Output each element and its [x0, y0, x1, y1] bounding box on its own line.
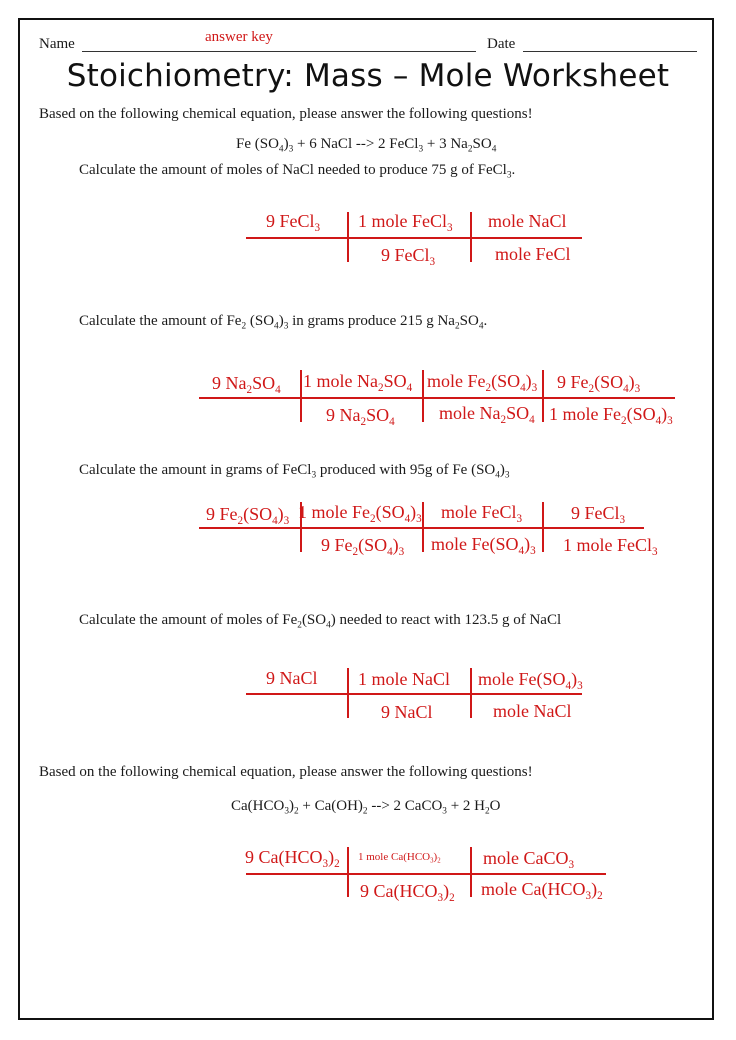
date-field-line: [523, 51, 697, 52]
name-field-line: [82, 51, 476, 52]
s2-top-cell: 1 mole $Ca(HCO_3)_2$: [358, 851, 441, 865]
s2-top-cell: 9 $Ca(HCO_3)_2$: [245, 847, 340, 870]
q4-divider-line: [246, 693, 582, 695]
q4-bottom-cell: 9 NaCl: [381, 702, 433, 722]
s2-divider-line: [246, 873, 606, 875]
q3-top-cell: 9 FeCl$_3$: [571, 503, 626, 526]
q3-column-line: [422, 502, 424, 552]
question-2: Calculate the amount of $Fe_2$ $(SO_4)_3$ in grams produce 215 g $Na_2SO_4$.: [79, 313, 488, 332]
q2-column-line: [300, 370, 302, 422]
q2-top-cell: 1 mole $Na_2SO_4$: [303, 371, 413, 394]
q4-top-cell: mole $Fe(SO_4)_3$: [478, 669, 583, 692]
q1-top-cell: 1 mole FeCl$_3$: [358, 211, 453, 234]
s2-bottom-cell: mole $Ca(HCO_3)_2$: [481, 879, 603, 902]
section2-equation: $Ca(HCO_3)_2 + Ca(OH)_2$ --> 2 CaCO$_3$ + 2 $H_2O$: [231, 798, 501, 817]
page-title: Stoichiometry: Mass – Mole Worksheet: [66, 58, 670, 94]
s2-column-line: [347, 847, 349, 897]
date-label: Date: [487, 36, 516, 52]
question-4: Calculate the amount of moles of $Fe_2(SO_4)$ needed to react with 123.5 g of NaCl: [79, 612, 562, 631]
q4-bottom-cell: mole NaCl: [493, 701, 572, 721]
q1-column-line: [470, 212, 472, 262]
q4-column-line: [470, 668, 472, 718]
q3-top-cell: 9 $Fe_2(SO_4)_3$: [206, 504, 290, 527]
q3-top-cell: 1 mole $Fe_2(SO_4)_3$: [298, 502, 422, 525]
q2-divider-line: [199, 397, 675, 399]
q2-bottom-cell: 9 $Na_2SO_4$: [326, 405, 395, 428]
q4-column-line: [347, 668, 349, 718]
question-1: Calculate the amount of moles of NaCl needed to produce 75 g of FeCl$_3$.: [79, 162, 516, 181]
question-3: Calculate the amount in grams of FeCl$_3$ produced with 95g of Fe $(SO_4)_3$: [79, 462, 510, 481]
q4-top-cell: 1 mole NaCl: [358, 669, 450, 689]
section1-intro: Based on the following chemical equation, please answer the following questions!: [39, 106, 533, 122]
q1-bottom-cell: 9 FeCl$_3$: [381, 245, 436, 268]
q3-bottom-cell: 9 $Fe_2(SO_4)_3$: [321, 535, 405, 558]
q1-divider-line: [246, 237, 582, 239]
section2-intro: Based on the following chemical equation, please answer the following questions!: [39, 764, 533, 780]
q2-bottom-cell: mole $Na_2SO_4$: [439, 403, 535, 426]
q2-top-cell: mole $Fe_2(SO_4)_3$: [427, 371, 538, 394]
q1-bottom-cell: mole FeCl: [495, 244, 571, 264]
section1-equation: Fe $(SO_4)_3 + 6$ NaCl --> 2 FeCl$_3$ + 3 $Na_2SO_4$: [236, 136, 497, 155]
q1-column-line: [347, 212, 349, 262]
q3-bottom-cell: mole $Fe(SO_4)_3$: [431, 534, 536, 557]
q1-top-cell: 9 FeCl$_3$: [266, 211, 321, 234]
s2-bottom-cell: 9 $Ca(HCO_3)_2$: [360, 881, 455, 904]
q3-column-line: [542, 502, 544, 552]
q2-column-line: [422, 370, 424, 422]
name-label: Name: [39, 36, 75, 52]
q2-top-cell: 9 $Fe_2(SO_4)_3$: [557, 372, 641, 395]
q2-top-cell: 9 $Na_2SO_4$: [212, 373, 281, 396]
q4-top-cell: 9 NaCl: [266, 668, 318, 688]
q2-column-line: [542, 370, 544, 422]
q1-top-cell: mole NaCl: [488, 211, 567, 231]
answer-key-note: answer key: [205, 29, 273, 45]
s2-column-line: [470, 847, 472, 897]
s2-top-cell: mole CaCO$_3$: [483, 848, 575, 871]
q2-bottom-cell: 1 mole $Fe_2(SO_4)_3$: [549, 404, 673, 427]
q3-bottom-cell: 1 mole FeCl$_3$: [563, 535, 658, 558]
q3-top-cell: mole FeCl$_3$: [441, 502, 523, 525]
